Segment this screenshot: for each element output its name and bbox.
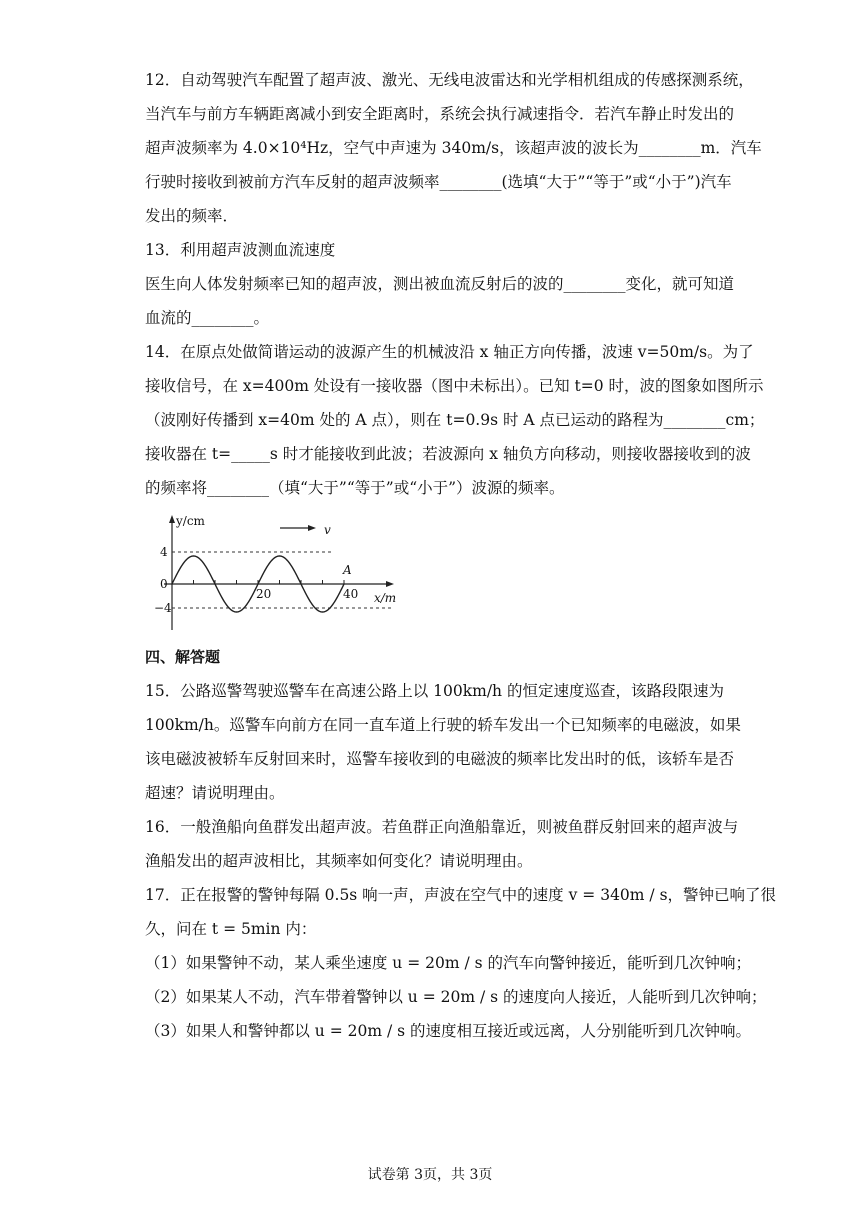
q14-line-1: 14．在原点处做简谐运动的波源产生的机械波沿 x 轴正方向传播，波速 v=50m/s。为了 [145, 343, 754, 361]
q15-line-2: 100km/h。巡警车向前方在同一直车道上行驶的轿车发出一个已知频率的电磁波，如果 [145, 716, 741, 734]
x-axis-arrow [386, 581, 394, 587]
q15-line-1: 15．公路巡警驾驶巡警车在高速公路上以 100km/h 的恒定速度巡查，该路段限速为 [145, 682, 724, 700]
q15-line-3: 该电磁波被轿车反射回来时，巡警车接收到的电磁波的频率比发出时的低，该轿车是否 [145, 750, 735, 768]
q17-part-1: （1）如果警钟不动，某人乘坐速度 u = 20m / s 的汽车向警钟接近，能听到几次钟响； [145, 954, 751, 972]
q17-line-1: 17．正在报警的警钟每隔 0.5s 响一声，声波在空气中的速度 v = 340m / s，警钟已响了很 [145, 886, 777, 904]
q12-line-3: 超声波频率为 4.0×10⁴Hz，空气中声速为 340m/s，该超声波的波长为________m．汽车 [145, 139, 762, 157]
page-footer: 试卷第 3页，共 3页 [367, 1167, 493, 1183]
question-17 [145, 878, 777, 1048]
q14-line-2: 接收信号，在 x=400m 处设有一接收器（图中未标出）。已知 t=0 时，波的图象如图所示 [145, 377, 764, 395]
x-axis-label: x/m [374, 591, 397, 605]
question-14 [145, 335, 765, 505]
velocity-arrow-head [308, 525, 316, 531]
q14-line-5: 的频率将________（填“大于”“等于”或“小于”）波源的频率。 [145, 479, 565, 497]
y-tick-4: 4 [160, 545, 168, 559]
wave-graph [140, 512, 400, 634]
wave-figure [140, 512, 400, 634]
point-a-label: A [343, 563, 352, 577]
x-tick-20: 20 [256, 587, 272, 601]
q17-part-2: （2）如果某人不动，汽车带着警钟以 u = 20m / s 的速度向人接近，人能听到几次钟响； [145, 988, 767, 1006]
q16-line-2: 渔船发出的超声波相比，其频率如何变化？请说明理由。 [145, 852, 533, 870]
q13-line-3: 血流的________。 [145, 309, 270, 327]
q14-line-3: （波刚好传播到 x=40m 处的 A 点），则在 t=0.9s 时 A 点已运动的路程为________cm； [145, 411, 765, 429]
q17-line-2: 久，问在 t = 5min 内： [145, 920, 317, 938]
q14-line-4: 接收器在 t=_____s 时才能接收到此波；若波源向 x 轴负方向移动，则接收器接收到的波 [145, 445, 751, 463]
section-4-title: 四、解答题 [145, 648, 221, 666]
velocity-label: v [324, 523, 331, 537]
y-tick-minus-4: −4 [154, 601, 172, 615]
y-axis-arrow [169, 515, 175, 523]
q16-line-1: 16．一般渔船向鱼群发出超声波。若鱼群正向渔船靠近，则被鱼群反射回来的超声波与 [145, 818, 739, 836]
q17-part-3: （3）如果人和警钟都以 u = 20m / s 的速度相互接近或远离，人分别能听到几次钟响。 [145, 1022, 751, 1040]
q12-line-2: 当汽车与前方车辆距离减小到安全距离时，系统会执行减速指令．若汽车静止时发出的 [145, 105, 735, 123]
q15-line-4: 超速？请说明理由。 [145, 784, 285, 802]
question-13 [145, 233, 735, 335]
x-tick-40: 40 [343, 587, 359, 601]
q12-line-4: 行驶时接收到被前方汽车反射的超声波频率________(选填“大于”“等于”或“小于”)汽车 [145, 173, 732, 191]
question-16 [145, 810, 739, 878]
y-axis-label: y/cm [176, 514, 205, 528]
question-15 [145, 674, 741, 810]
question-12 [145, 63, 762, 233]
q13-line-2: 医生向人体发射频率已知的超声波，测出被血流反射后的波的________变化，就可知道 [145, 275, 735, 293]
y-tick-0: 0 [160, 577, 168, 591]
section-4 [145, 640, 717, 674]
q12-line-1: 12．自动驾驶汽车配置了超声波、激光、无线电波雷达和光学相机组成的传感探测系统， [145, 71, 754, 89]
q12-line-5: 发出的频率． [145, 207, 239, 225]
q13-line-1: 13．利用超声波测血流速度 [145, 241, 336, 259]
